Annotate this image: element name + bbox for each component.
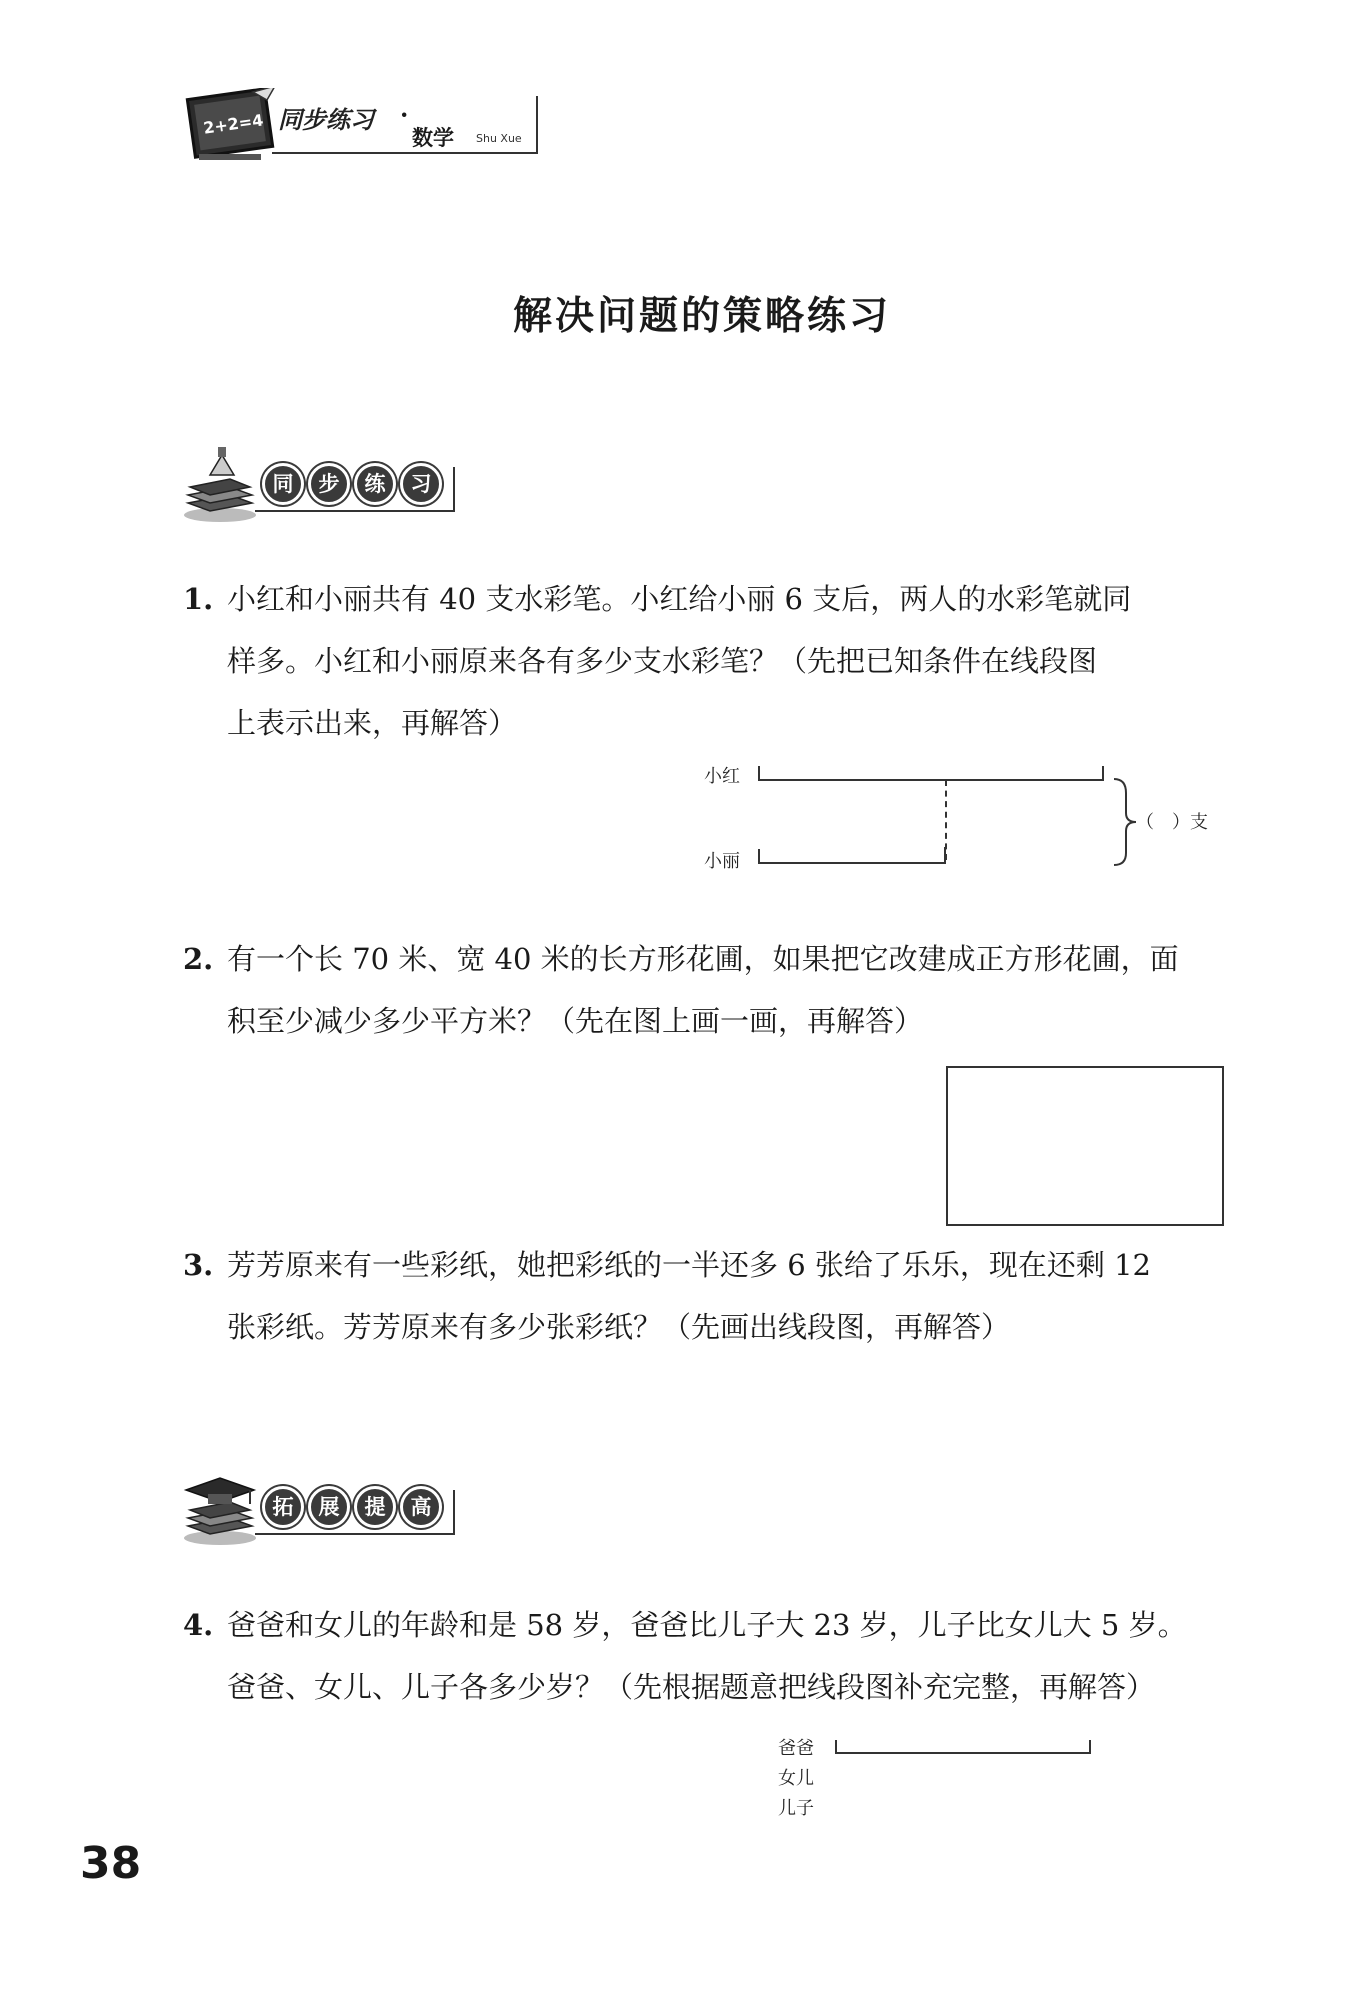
diagram-label-xiaoli: 小丽: [704, 851, 740, 872]
chalkboard-icon: [183, 88, 278, 166]
section-char: 高: [400, 1486, 442, 1528]
books-gradcap-icon: [180, 1468, 260, 1548]
question-number: 2.: [183, 942, 214, 976]
diagram-label-xiaohong: 小红: [704, 766, 740, 787]
brace-icon: [1110, 775, 1140, 870]
section-char: 步: [308, 463, 350, 505]
board-text: 2+2=4: [202, 110, 265, 138]
brace-answer-label: （ ）支: [1136, 812, 1208, 833]
diagram-label-son: 儿子: [778, 1798, 814, 1819]
question-text: 上表示出来，再解答）: [227, 706, 518, 740]
series-title: 同步练习: [278, 106, 374, 134]
header-dot: ·: [400, 100, 409, 129]
section-char: 展: [308, 1486, 350, 1528]
section-char: 练: [354, 463, 396, 505]
page-title: 解决问题的策略练习: [512, 293, 891, 339]
diagram-label-father: 爸爸: [778, 1738, 814, 1759]
question-text: 芳芳原来有一些彩纸，她把彩纸的一半还多 6 张给了乐乐，现在还剩 12: [227, 1248, 1152, 1282]
segment-tick: [1102, 766, 1104, 780]
section-char: 拓: [262, 1486, 304, 1528]
question-text: 样多。小红和小丽原来各有多少支水彩笔？（先把已知条件在线段图: [227, 644, 1098, 678]
question-text: 爸爸、女儿、儿子各多少岁？（先根据题意把线段图补充完整，再解答）: [227, 1670, 1156, 1704]
rectangle-flowerbed-diagram: [946, 1066, 1224, 1226]
section-banner-extension: [180, 1468, 460, 1548]
segment-xiaohong: [758, 779, 1104, 781]
section-char: 习: [400, 463, 442, 505]
diagram-label-daughter: 女儿: [778, 1768, 814, 1789]
books-lamp-icon: [180, 445, 260, 525]
question-text: 张彩纸。芳芳原来有多少张彩纸？（先画出线段图，再解答）: [227, 1310, 1011, 1344]
subject-title: 数学: [412, 126, 454, 150]
section-char: 提: [354, 1486, 396, 1528]
segment-xiaoli: [758, 862, 946, 864]
page-number: 38: [80, 1838, 142, 1889]
question-number: 4.: [183, 1608, 214, 1642]
segment-tick: [944, 847, 946, 862]
question-text: 爸爸和女儿的年龄和是 58 岁，爸爸比儿子大 23 岁，儿子比女儿大 5 岁。: [227, 1608, 1187, 1642]
segment-tick: [758, 766, 760, 780]
question-text: 积至少减少多少平方米？（先在图上画一画，再解答）: [227, 1004, 924, 1038]
section-banner-practice: [180, 445, 460, 525]
section-char: 同: [262, 463, 304, 505]
question-text: 有一个长 70 米、宽 40 米的长方形花圃，如果把它改建成正方形花圃，面: [227, 942, 1179, 976]
segment-tick: [1089, 1740, 1091, 1754]
segment-tick: [758, 849, 760, 863]
segment-divider: [945, 780, 947, 860]
subject-pinyin: Shu Xue: [476, 132, 522, 145]
segment-father: [835, 1752, 1091, 1754]
question-number: 1.: [183, 582, 214, 616]
question-text: 小红和小丽共有 40 支水彩笔。小红给小丽 6 支后，两人的水彩笔就同: [227, 582, 1132, 616]
question-number: 3.: [183, 1248, 214, 1282]
